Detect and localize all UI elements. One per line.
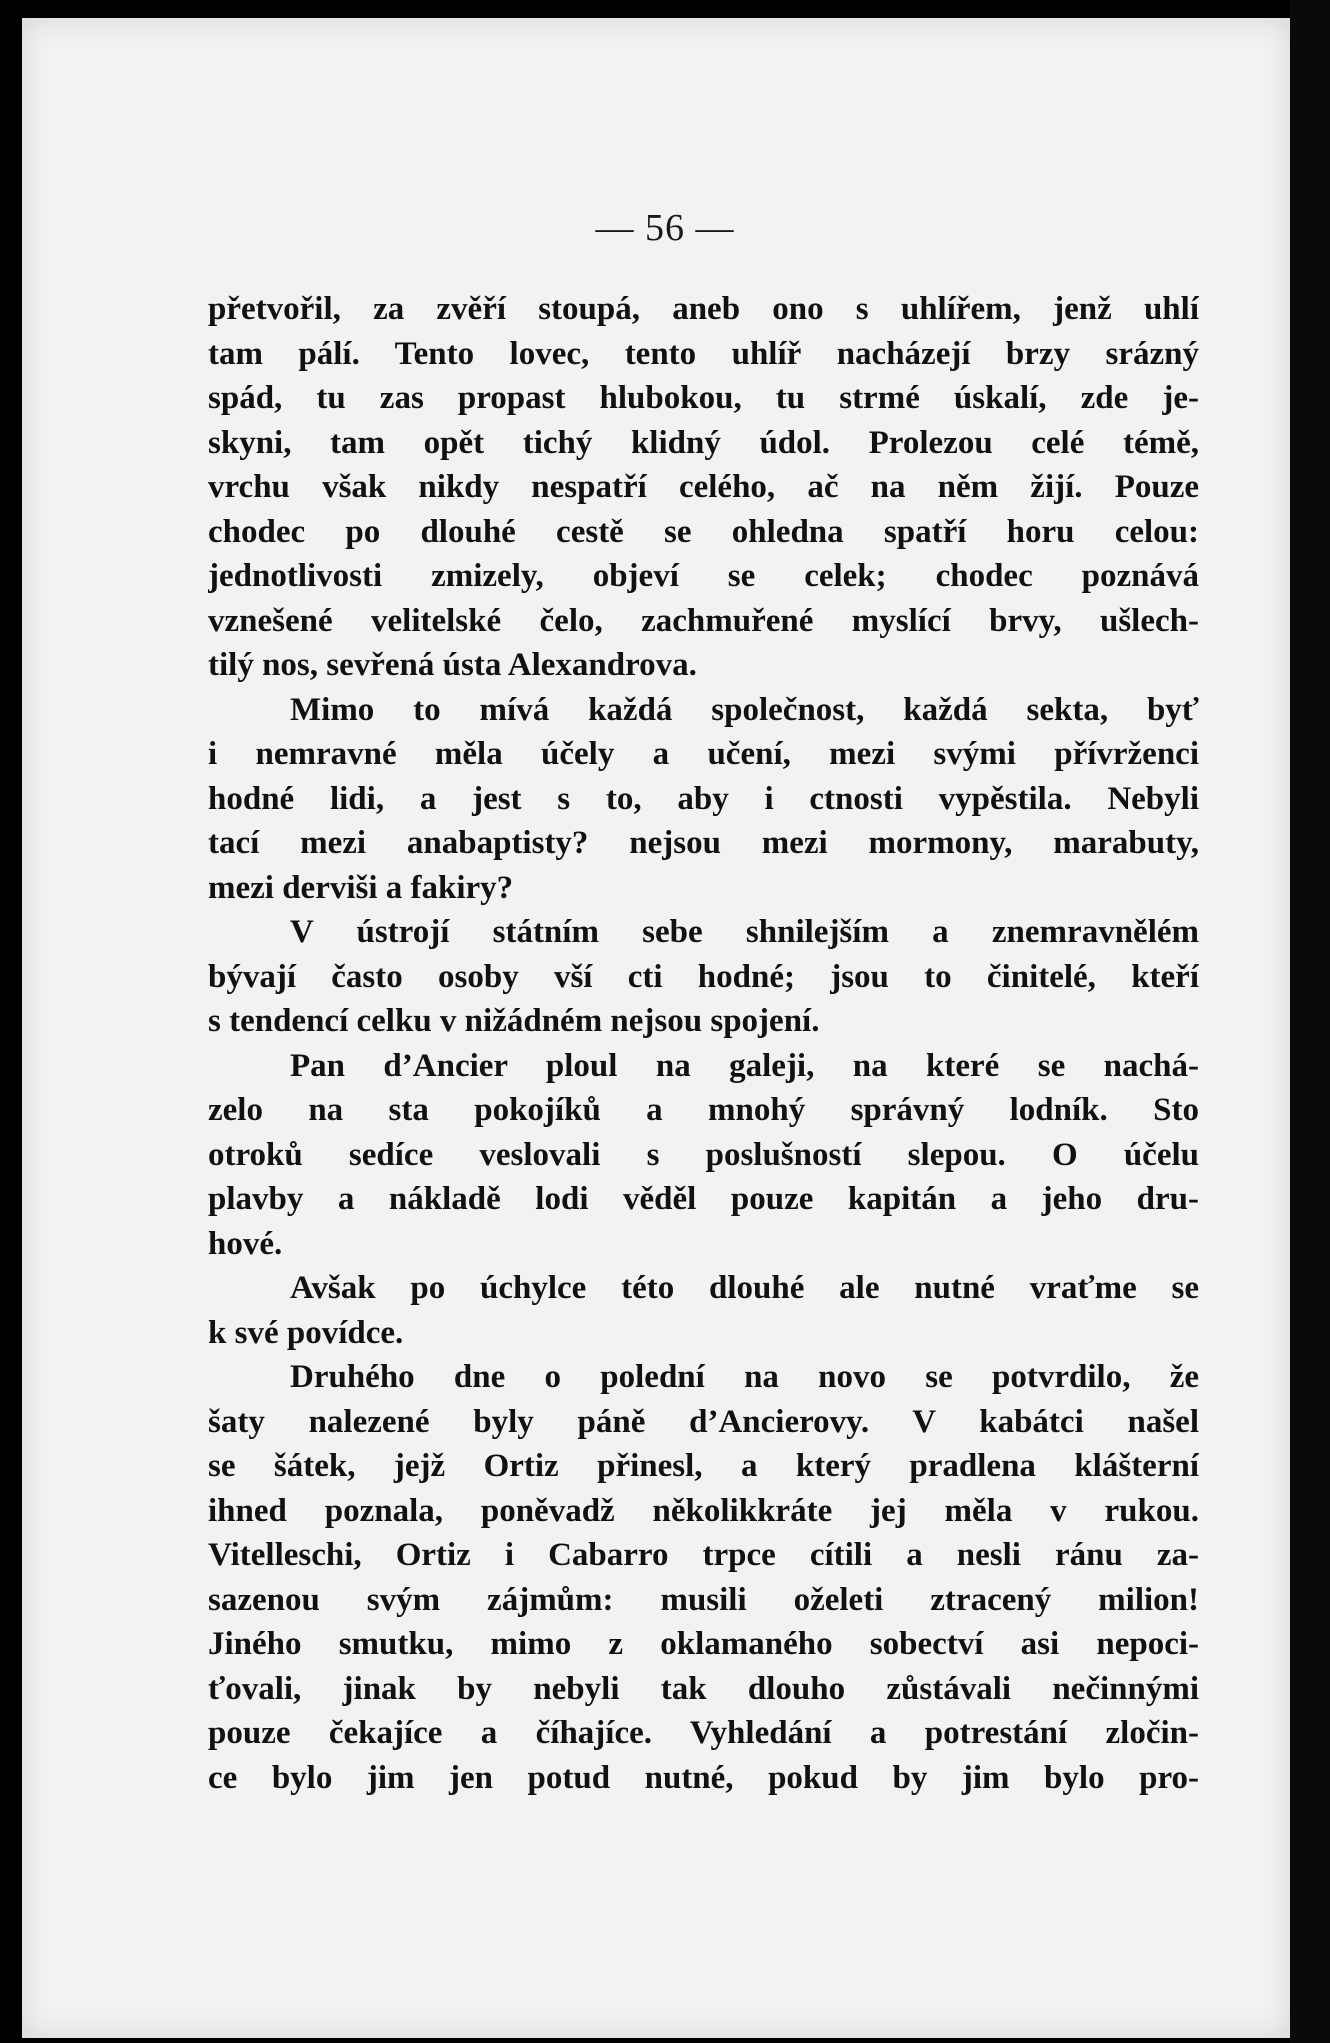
text-line: ihned poznala, poněvadž několikkráte jej měla v rukou.	[208, 1492, 1199, 1529]
text-line: vznešené velitelské čelo, zachmuřené myslící brvy, ušlech-	[208, 602, 1199, 639]
text-line: Jiného smutku, mimo z oklamaného sobectví asi nepoci-	[208, 1626, 1199, 1662]
text-line: šaty nalezené byly páně d’Ancierovy. V kabátci našel	[208, 1403, 1199, 1440]
text-line: tací mezi anabaptisty? nejsou mezi mormony, marabuty,	[208, 825, 1199, 861]
paragraph	[208, 910, 1199, 1044]
text-line: V ústrojí státním sebe shnilejším a znemravnělém	[290, 914, 1199, 950]
text-line: Vitelleschi, Ortiz i Cabarro trpce cítili a nesli ránu za-	[208, 1537, 1199, 1573]
text-line: mezi derviši a fakiry?	[208, 869, 514, 906]
text-line: otroků sedíce veslovali s poslušností slepou. O účelu	[208, 1136, 1199, 1173]
page-number: — 56 —	[595, 207, 735, 249]
paragraph	[208, 1266, 1199, 1355]
paragraph	[208, 688, 1199, 911]
text-line: plavby a nákladě lodi věděl pouze kapitán a jeho dru-	[208, 1181, 1199, 1217]
text-line: k své povídce.	[208, 1314, 404, 1351]
text-line: bývají často osoby vší cti hodné; jsou to činitelé, kteří	[208, 958, 1199, 995]
text-line: jednotlivosti zmizely, objeví se celek; chodec poznává	[208, 558, 1199, 594]
text-line: Pan d’Ancier ploul na galeji, na které se nachá-	[290, 1047, 1199, 1084]
text-line: spád, tu zas propast hlubokou, tu strmé úskalí, zde je-	[208, 380, 1199, 416]
text-line: Druhého dne o polední na novo se potvrdilo, že	[290, 1359, 1199, 1395]
body-text	[208, 287, 1199, 1800]
text-line: tilý nos, sevřená ústa Alexandrova.	[208, 647, 697, 683]
paragraph	[208, 1355, 1199, 1800]
text-line: zelo na sta pokojíků a mnohý správný lodník. Sto	[208, 1092, 1199, 1128]
text-line: pouze čekajíce a číhajíce. Vyhledání a potrestání zločin-	[208, 1715, 1199, 1751]
text-line: tam pálí. Tento lovec, tento uhlíř nacházejí brzy srázný	[208, 335, 1199, 372]
text-line: hodné lidi, a jest s to, aby i ctnosti vypěstila. Nebyli	[208, 780, 1199, 817]
paragraph	[208, 1044, 1199, 1267]
text-line: Mimo to mívá každá společnost, každá sekta, byť	[290, 691, 1199, 728]
text-line: přetvořil, za zvěří stoupá, aneb ono s uhlířem, jenž uhlí	[208, 291, 1199, 327]
text-line: ce bylo jim jen potud nutné, pokud by jim bylo pro-	[208, 1759, 1199, 1796]
text-line: ťovali, jinak by nebyli tak dlouho zůstávali nečinnými	[208, 1670, 1199, 1707]
text-line: chodec po dlouhé cestě se ohledna spatří horu celou:	[208, 513, 1199, 550]
text-line: skyni, tam opět tichý klidný údol. Prolezou celé témě,	[208, 424, 1199, 461]
text-line: sazenou svým zájmům: musili oželeti ztracený milion!	[208, 1581, 1199, 1618]
text-line: vrchu však nikdy nespatří celého, ač na něm žijí. Pouze	[208, 469, 1199, 505]
text-line: Avšak po úchylce této dlouhé ale nutné vraťme se	[290, 1270, 1199, 1306]
text-line: i nemravné měla účely a učení, mezi svými přívrženci	[208, 736, 1199, 772]
text-line: hové.	[208, 1225, 283, 1262]
page-edge-shadow	[1290, 0, 1330, 2043]
text-line: s tendencí celku v nižádném nejsou spojení.	[208, 1003, 820, 1039]
paragraph	[208, 287, 1199, 688]
text-line: se šátek, jejž Ortiz přinesl, a který pradlena klášterní	[208, 1448, 1199, 1484]
